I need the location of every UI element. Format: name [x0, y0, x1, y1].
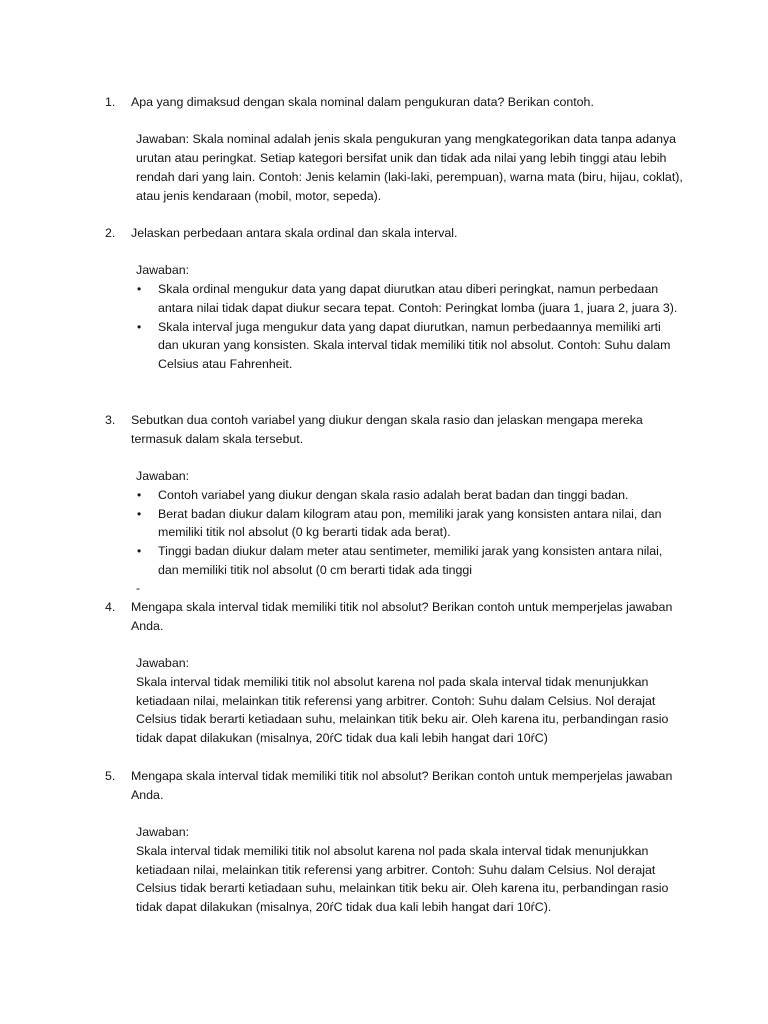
question-number: 2.: [105, 226, 116, 240]
list-item: [136, 486, 684, 505]
bullet-icon: •: [137, 487, 142, 502]
bullet-icon: •: [137, 282, 142, 297]
answer-block: [136, 261, 684, 373]
answer-block: [136, 654, 684, 748]
bullet-icon: •: [137, 506, 142, 521]
answer-bullet-list: [136, 486, 684, 580]
list-item: [136, 318, 684, 374]
answer-text: Jawaban: Skala nominal adalah jenis skala pengukuran yang mengkategorikan data tanpa adanya urutan atau peringkat. Setiap kategori bersifat unik dan tidak ada nilai yang lebih tinggi atau lebih rendah dari yang lain. Contoh: Jenis kelamin (laki-laki, perempuan), warna mata (biru, hijau, coklat), atau jenis kendaraan (mobil, motor, sepeda).: [136, 132, 683, 203]
answer-block: [136, 823, 684, 917]
question-number: 5.: [105, 769, 116, 783]
question-5: [105, 767, 685, 917]
bullet-icon: •: [137, 319, 142, 334]
question-text: Sebutkan dua contoh variabel yang diukur dengan skala rasio dan jelaskan mengapa mereka termasuk dalam skala tersebut.: [131, 413, 643, 446]
list-item: [136, 505, 684, 542]
answer-label: Jawaban:: [136, 656, 190, 671]
bullet-text: Skala interval juga mengukur data yang dapat diurutkan, namun perbedaannya memiliki arti dan ukuran yang konsisten. Skala interval tidak memiliki titik nol absolut. Contoh: Suhu dalam Celsius atau Fahrenheit.: [158, 319, 671, 371]
question-4: [105, 598, 685, 748]
bullet-text: Tinggi badan diukur dalam meter atau sentimeter, memiliki jarak yang konsisten antara nilai, dan memiliki titik nol absolut (0 cm berarti tidak ada tinggi: [158, 543, 663, 577]
question-text: Jelaskan perbedaan antara skala ordinal dan skala interval.: [131, 226, 458, 240]
question-text: Mengapa skala interval tidak memiliki titik nol absolut? Berikan contoh untuk memperjelas jawaban Anda.: [131, 769, 673, 802]
bullet-text: Skala ordinal mengukur data yang dapat diurutkan atau diberi peringkat, namun perbedaan antara nilai tidak dapat diukur secara tepat. Contoh: Peringkat lomba (juara 1, juara 2, juara 3).: [158, 282, 678, 315]
answer-label: Jawaban:: [136, 469, 190, 484]
question-3: [105, 411, 685, 598]
answer-block: [136, 467, 684, 598]
answer-block: [136, 130, 684, 205]
answer-text: Skala interval tidak memiliki titik nol absolut karena nol pada skala interval tidak menunjukkan ketiadaan nilai, melainkan titik referensi yang arbitrer. Contoh: Suhu dalam Celsius. Nol derajat Celsius tidak berarti ketiadaan suhu, melainkan titik beku air. Oleh karena itu, perbandingan rasio tidak dapat dilakukan (misalnya, 20ŕC tidak dua kali lebih hangat dari 10ŕC).: [136, 843, 669, 914]
question-text: Apa yang dimaksud dengan skala nominal dalam pengukuran data? Berikan contoh.: [131, 95, 594, 109]
answer-text: Skala interval tidak memiliki titik nol absolut karena nol pada skala interval tidak menunjukkan ketiadaan nilai, melainkan titik referensi yang arbitrer. Contoh: Suhu dalam Celsius. Nol derajat Celsius tidak berarti ketiadaan suhu, melainkan titik beku air. Oleh karena itu, perbandingan rasio tidak dapat dilakukan (misalnya, 20ŕC tidak dua kali lebih hangat dari 10ŕC): [136, 674, 669, 745]
answer-bullet-list: [136, 280, 684, 374]
bullet-icon: •: [137, 543, 142, 558]
question-text: Mengapa skala interval tidak memiliki titik nol absolut? Berikan contoh untuk memperjelas jawaban Anda.: [131, 600, 673, 633]
question-number: 3.: [105, 413, 116, 427]
answer-label: Jawaban:: [136, 825, 190, 840]
question-number: 4.: [105, 600, 116, 614]
bullet-text: Berat badan diukur dalam kilogram atau pon, memiliki jarak yang konsisten antara nilai, dan memiliki titik nol absolut (0 kg berarti tidak ada berat).: [158, 506, 662, 540]
list-item: [136, 542, 684, 579]
bullet-text: Contoh variabel yang diukur dengan skala rasio adalah berat badan dan tinggi badan.: [158, 487, 629, 502]
list-item: [136, 280, 684, 317]
question-number: 1.: [105, 95, 116, 109]
trailing-dash: -: [136, 581, 141, 596]
question-2: [105, 224, 685, 374]
answer-label: Jawaban:: [136, 263, 190, 278]
question-1: [105, 93, 685, 205]
